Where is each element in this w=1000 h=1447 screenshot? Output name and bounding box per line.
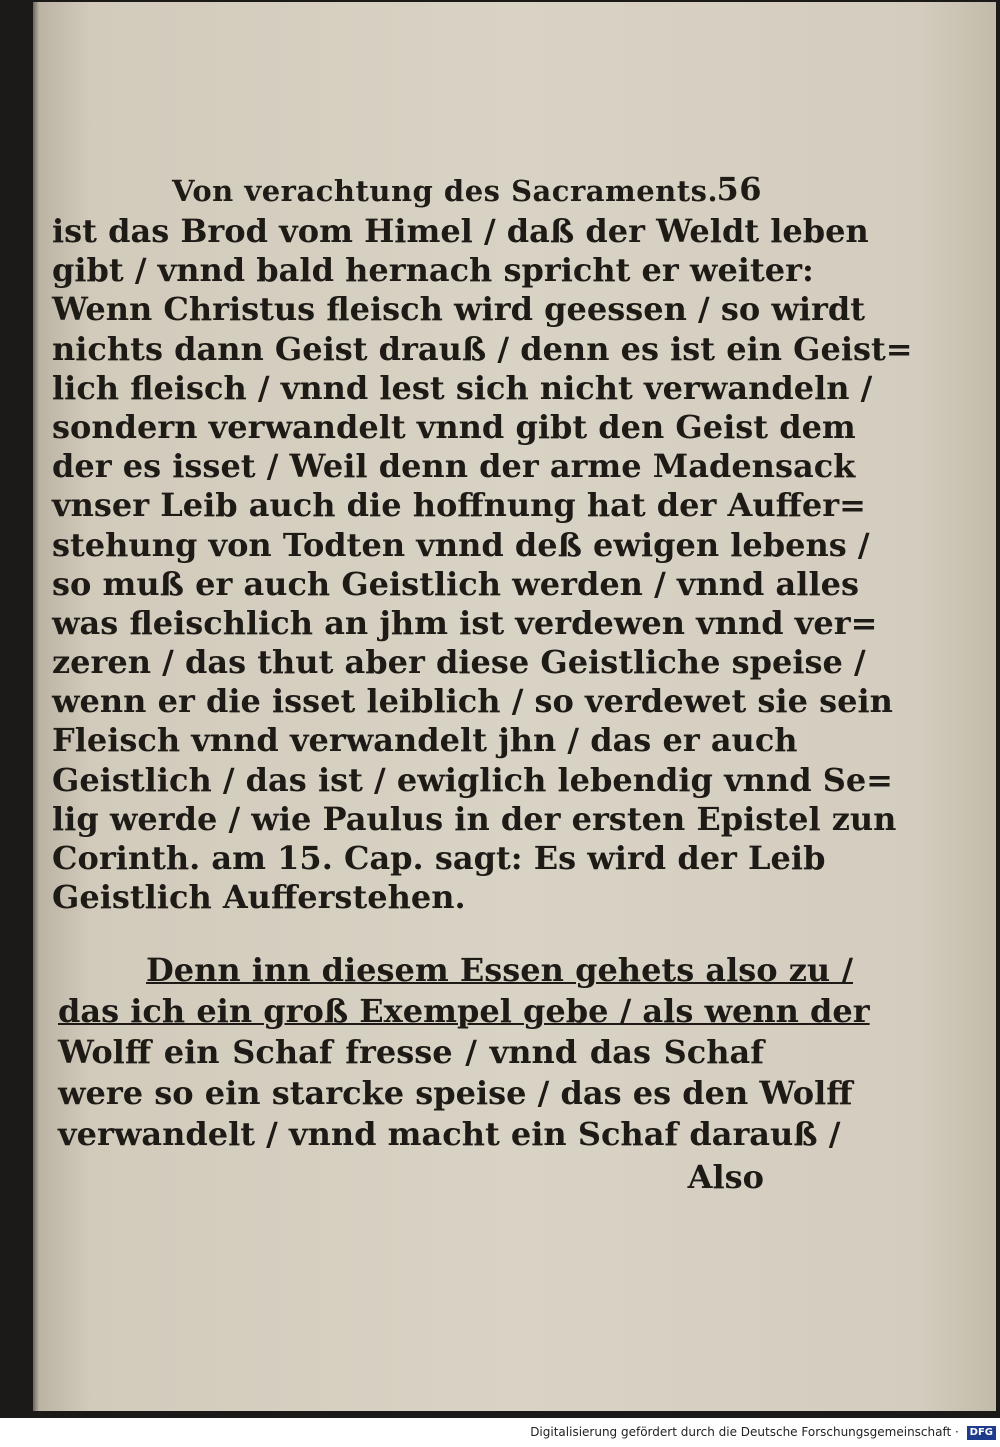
text-line: Geistlich Aufferstehen.: [52, 878, 466, 917]
text-line: gibt / vnnd bald hernach spricht er weiter:: [52, 251, 814, 290]
text-line: nichts dann Geist drauß / denn es ist ein Geist=: [52, 329, 913, 368]
text-line: so muß er auch Geistlich werden / vnnd alles: [52, 564, 859, 603]
text-line: vnser Leib auch die hoffnung hat der Auffer=: [52, 486, 866, 525]
text-line: Corinth. am 15. Cap. sagt: Es wird der Leib: [52, 839, 826, 877]
text-line: stehung von Todten vnnd deß ewigen lebens /: [52, 525, 870, 564]
text-line: lig werde / wie Paulus in der ersten Epistel zun: [52, 799, 897, 838]
text-line: der es isset / Weil denn der arme Madensack: [52, 447, 856, 486]
text-line: Wenn Christus fleisch wird geessen / so wirdt: [52, 290, 866, 329]
text-line: was fleischlich an jhm ist verdewen vnnd ver=: [52, 603, 878, 642]
dfg-logo-icon: DFG: [967, 1426, 996, 1440]
page-number: 56: [716, 170, 762, 208]
page-gutter-shadow: [33, 2, 39, 1411]
paragraph-1: [52, 212, 913, 917]
text-line: zeren / das thut aber diese Geistliche speise /: [52, 643, 866, 682]
text-line: sondern verwandelt vnnd gibt den Geist dem: [52, 407, 856, 446]
text-line-underlined: das ich ein groß Exempel gebe / als wenn der: [58, 992, 870, 1030]
paragraph-2: [58, 950, 870, 1155]
text-line-underlined: Denn inn diesem Essen gehets also zu /: [146, 951, 854, 989]
text-line: Fleisch vnnd verwandelt jhn / das er auch: [52, 721, 798, 760]
text-line: Wolff ein Schaf fresse / vnnd das Schaf: [58, 1033, 764, 1071]
catchword: Also: [687, 1158, 764, 1196]
text-line: were so ein starcke speise / das es den Wolff: [58, 1074, 853, 1112]
running-head: [172, 170, 762, 210]
text-line: Geistlich / das ist / ewiglich lebendig vnnd Se=: [52, 760, 893, 799]
running-head-title: Von verachtung des Sacraments.: [172, 174, 719, 208]
credit-text: Digitalisierung gefördert durch die Deutsche Forschungsgemeinschaft ·: [530, 1425, 959, 1439]
digitization-credit: [0, 1420, 996, 1444]
text-line: ist das Brod vom Himel / daß der Weldt leben: [52, 212, 869, 250]
text-line: lich fleisch / vnnd lest sich nicht verwandeln /: [52, 368, 873, 407]
text-line: verwandelt / vnnd macht ein Schaf darauß /: [58, 1115, 841, 1153]
text-line: wenn er die isset leiblich / so verdewet sie sein: [52, 682, 893, 721]
